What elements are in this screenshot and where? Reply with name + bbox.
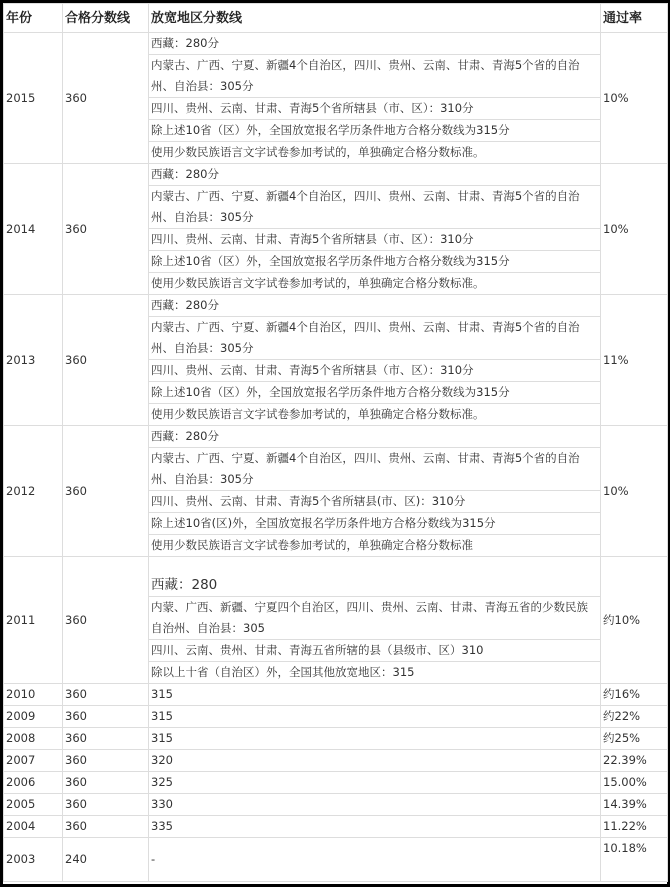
regions-cell [149, 164, 601, 295]
region-line: 四川、贵州、云南、甘肃、青海5个省所辖县（市、区）：310分 [149, 229, 600, 251]
table-row [4, 838, 668, 882]
table-header-row [4, 4, 668, 33]
region-line: 四川、贵州、云南、甘肃、青海5个省所辖县(市、区)：310分 [149, 491, 600, 513]
table-row [4, 557, 668, 684]
table-row [4, 772, 668, 794]
score-cell: 360 [63, 772, 149, 794]
header-rate: 通过率 [601, 4, 668, 33]
rate-cell: 10.18% [601, 838, 668, 882]
region-line: 四川、贵州、云南、甘肃、青海5个省所辖县（市、区）：310分 [149, 360, 600, 382]
regions-cell [149, 750, 601, 772]
score-cell: 360 [63, 728, 149, 750]
year-cell: 2007 [4, 750, 63, 772]
score-cell: 360 [63, 706, 149, 728]
year-cell: 2011 [4, 557, 63, 684]
header-year: 年份 [4, 4, 63, 33]
region-line: 使用少数民族语言文字试卷参加考试的，单独确定合格分数标准。 [151, 145, 485, 159]
score-cell: 360 [63, 750, 149, 772]
region-line: 使用少数民族语言文字试卷参加考试的，单独确定合格分数标准。 [151, 407, 485, 421]
table-row [4, 794, 668, 816]
year-cell: 2015 [4, 33, 63, 164]
region-line: 315 [151, 709, 173, 723]
score-cell: 360 [63, 794, 149, 816]
region-line: 内蒙古、广西、宁夏、新疆4个自治区，四川、贵州、云南、甘肃、青海5个省的自治州、自治县：305分 [149, 55, 600, 98]
header-regions: 放宽地区分数线 [149, 4, 601, 33]
regions-cell [149, 728, 601, 750]
region-line: 四川、贵州、云南、甘肃、青海5个省所辖县（市、区）：310分 [149, 98, 600, 120]
rate-cell: 11.22% [601, 816, 668, 838]
score-table [3, 3, 668, 882]
score-cell: 360 [63, 684, 149, 706]
score-cell: 360 [63, 33, 149, 164]
year-cell: 2010 [4, 684, 63, 706]
region-line: 320 [151, 753, 173, 767]
region-line: 335 [151, 819, 173, 833]
region-line: 使用少数民族语言文字试卷参加考试的，单独确定合格分数标准 [151, 538, 473, 552]
region-line: 除上述10省(区)外，全国放宽报名学历条件地方合格分数线为315分 [149, 513, 600, 535]
year-cell: 2003 [4, 838, 63, 882]
year-cell: 2004 [4, 816, 63, 838]
region-line: 315 [151, 731, 173, 745]
rate-cell: 约22% [601, 706, 668, 728]
score-cell: 360 [63, 164, 149, 295]
rate-cell: 10% [601, 426, 668, 557]
table-row [4, 426, 668, 557]
region-line: 330 [151, 797, 173, 811]
regions-cell [149, 426, 601, 557]
rate-cell: 约16% [601, 684, 668, 706]
region-line: - [151, 852, 156, 866]
header-score: 合格分数线 [63, 4, 149, 33]
table-row [4, 164, 668, 295]
regions-cell [149, 33, 601, 164]
region-line: 除上述10省（区）外，全国放宽报名学历条件地方合格分数线为315分 [149, 120, 600, 142]
regions-cell [149, 794, 601, 816]
rate-cell: 22.39% [601, 750, 668, 772]
rate-cell: 15.00% [601, 772, 668, 794]
table-row [4, 684, 668, 706]
region-line: 315 [151, 687, 173, 701]
year-cell: 2008 [4, 728, 63, 750]
rate-cell: 10% [601, 33, 668, 164]
region-line: 内蒙、广西、新疆、宁夏四个自治区，四川、贵州、云南、甘肃、青海五省的少数民族自治州、自治县：305 [149, 597, 600, 640]
regions-cell [149, 816, 601, 838]
table-row [4, 706, 668, 728]
score-cell: 360 [63, 426, 149, 557]
rate-cell: 10% [601, 164, 668, 295]
table-row [4, 750, 668, 772]
table-row [4, 816, 668, 838]
rate-cell: 11% [601, 295, 668, 426]
year-cell: 2005 [4, 794, 63, 816]
region-line: 内蒙古、广西、宁夏、新疆4个自治区，四川、贵州、云南、甘肃、青海5个省的自治州、自治县：305分 [149, 448, 600, 491]
regions-cell [149, 557, 601, 684]
regions-cell [149, 706, 601, 728]
year-cell: 2009 [4, 706, 63, 728]
rate-cell: 约10% [601, 557, 668, 684]
score-cell: 240 [63, 838, 149, 882]
region-line: 四川、云南、贵州、甘肃、青海五省所辖的县（县级市、区）310 [149, 640, 600, 662]
rate-cell: 14.39% [601, 794, 668, 816]
year-cell: 2013 [4, 295, 63, 426]
region-line: 除上述10省（区）外，全国放宽报名学历条件地方合格分数线为315分 [149, 382, 600, 404]
year-cell: 2006 [4, 772, 63, 794]
region-line: 西藏：280分 [149, 295, 600, 317]
region-line: 西藏：280分 [149, 33, 600, 55]
year-cell: 2014 [4, 164, 63, 295]
regions-cell [149, 838, 601, 882]
regions-cell [149, 684, 601, 706]
regions-cell [149, 295, 601, 426]
table-row [4, 728, 668, 750]
score-cell: 360 [63, 295, 149, 426]
region-line: 内蒙古、广西、宁夏、新疆4个自治区，四川、贵州、云南、甘肃、青海5个省的自治州、自治县：305分 [149, 186, 600, 229]
region-line: 西藏：280 [149, 557, 600, 597]
table-row [4, 295, 668, 426]
regions-cell [149, 772, 601, 794]
region-line: 325 [151, 775, 173, 789]
year-cell: 2012 [4, 426, 63, 557]
rate-cell: 约25% [601, 728, 668, 750]
region-line: 除上述10省（区）外，全国放宽报名学历条件地方合格分数线为315分 [149, 251, 600, 273]
region-line: 内蒙古、广西、宁夏、新疆4个自治区，四川、贵州、云南、甘肃、青海5个省的自治州、自治县：305分 [149, 317, 600, 360]
score-cell: 360 [63, 557, 149, 684]
score-cell: 360 [63, 816, 149, 838]
region-line: 使用少数民族语言文字试卷参加考试的，单独确定合格分数标准。 [151, 276, 485, 290]
table-row [4, 33, 668, 164]
region-line: 西藏：280分 [149, 164, 600, 186]
region-line: 除以上十省（自治区）外，全国其他放宽地区：315 [151, 665, 415, 679]
region-line: 西藏：280分 [149, 426, 600, 448]
